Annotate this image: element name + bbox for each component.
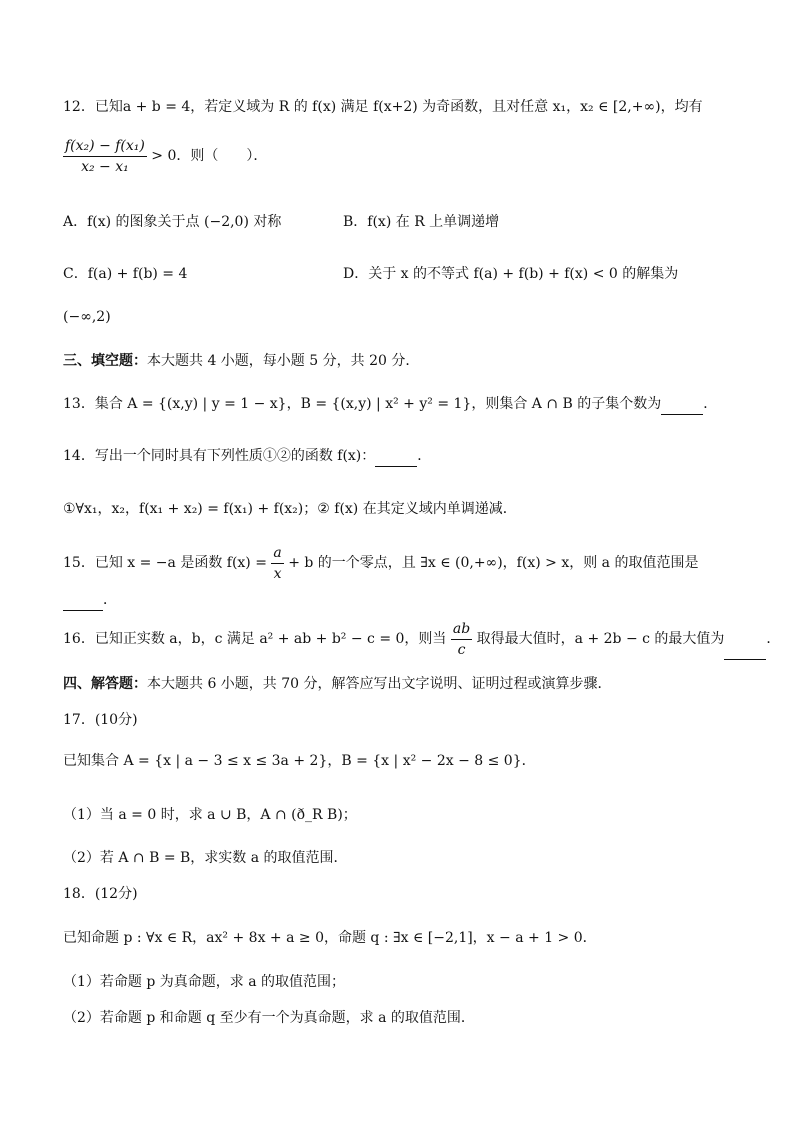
q12-fraction [63,137,147,176]
q12-frac-den: x₂ − x₁ [81,158,129,175]
q16-frac-den: c [457,641,466,658]
q17-title: 17．(10分) [63,712,138,728]
q16-pre: 16．已知正实数 a，b，c 满足 a² + ab + b² − c = 0，则当 [63,631,451,647]
q16-answer-blank[interactable] [724,619,766,660]
q15-answer-blank[interactable] [63,590,103,611]
q15-end: ． [103,592,117,608]
q15-pre: 15．已知 x = −a 是函数 f(x) = [63,555,272,571]
q15-fraction [271,544,283,583]
q15-frac-num: a [271,544,283,564]
q15-post: + b 的一个零点，且 ∃x ∈ (0,+∞)，f(x) > x，则 a 的取值范围是 [283,555,699,571]
q12-line1: 12．已知a + b = 4，若定义域为 R 的 f(x) 满足 f(x+2) 为奇函数，且对任意 x₁，x₂ ∈ [2,+∞)，均有 [63,99,703,115]
q12-option-d: D．关于 x 的不等式 f(a) + f(b) + f(x) < 0 的解集为 [343,266,679,282]
q16-end: ． [766,631,781,647]
q13-text: 13．集合 A = {(x,y) | y = 1 − x}，B = {(x,y) | x² + y² = 1}，则集合 A ∩ B 的子集个数为 [63,396,662,412]
q16-frac-num: ab [451,620,472,640]
q12-option-d-cont: (−∞,2) [63,309,111,325]
q12-option-b: B．f(x) 在 R 上单调递增 [343,214,500,230]
q17-part2: （2）若 A ∩ B = B，求实数 a 的取值范围． [63,850,348,866]
section4-heading: 四、解答题： [63,676,147,692]
q18-part1: （1）若命题 p 为真命题，求 a 的取值范围； [63,974,346,990]
section3-heading-line [63,351,419,371]
q18-stem: 已知命题 p : ∀x ∈ R，ax² + 8x + a ≥ 0，命题 q : ∃x ∈ [−2,1]，x − a + 1 > 0． [63,930,597,946]
q14-text: 14．写出一个同时具有下列性质①②的函数 f(x)： [63,448,376,464]
q16-fraction [451,620,472,659]
q14-end: ． [417,448,432,464]
q13-line [63,394,717,415]
q13-answer-blank[interactable] [661,394,703,415]
q12-option-a: A．f(x) 的图象关于点 (−2,0) 对称 [63,214,282,230]
q18-title: 18．(12分) [63,886,138,902]
q15-line2 [63,590,117,611]
q13-end: ． [703,396,718,412]
q15-line [63,543,698,583]
section3-desc: 本大题共 4 小题，每小题 5 分，共 20 分． [147,353,420,369]
q12-line2-rest: > 0．则（ ）． [146,148,268,164]
q12-line2 [63,136,267,176]
q12-option-c: C．f(a) + f(b) = 4 [63,266,188,282]
q14-answer-blank[interactable] [375,446,417,467]
q12-frac-num: f(x₂) − f(x₁) [63,137,147,157]
q18-part2: （2）若命题 p 和命题 q 至少有一个为真命题，求 a 的取值范围． [63,1010,475,1026]
section4-heading-line [63,674,612,694]
q14-line [63,446,431,467]
q16-post: 取得最大值时，a + 2b − c 的最大值为 [472,631,725,647]
section3-heading: 三、填空题： [63,353,147,369]
q17-part1: （1）当 a = 0 时，求 a ∪ B，A ∩ (ð_R B)； [63,807,357,823]
q15-frac-den: x [273,565,282,582]
q16-line [63,619,780,660]
q17-stem: 已知集合 A = {x | a − 3 ≤ x ≤ 3a + 2}，B = {x | x² − 2x − 8 ≤ 0}． [63,753,536,769]
q14-props: ①∀x₁，x₂，f(x₁ + x₂) = f(x₁) + f(x₂)；② f(x) 在其定义域内单调递减． [63,501,517,517]
section4-desc: 本大题共 6 小题，共 70 分，解答应写出文字说明、证明过程或演算步骤． [147,676,612,692]
